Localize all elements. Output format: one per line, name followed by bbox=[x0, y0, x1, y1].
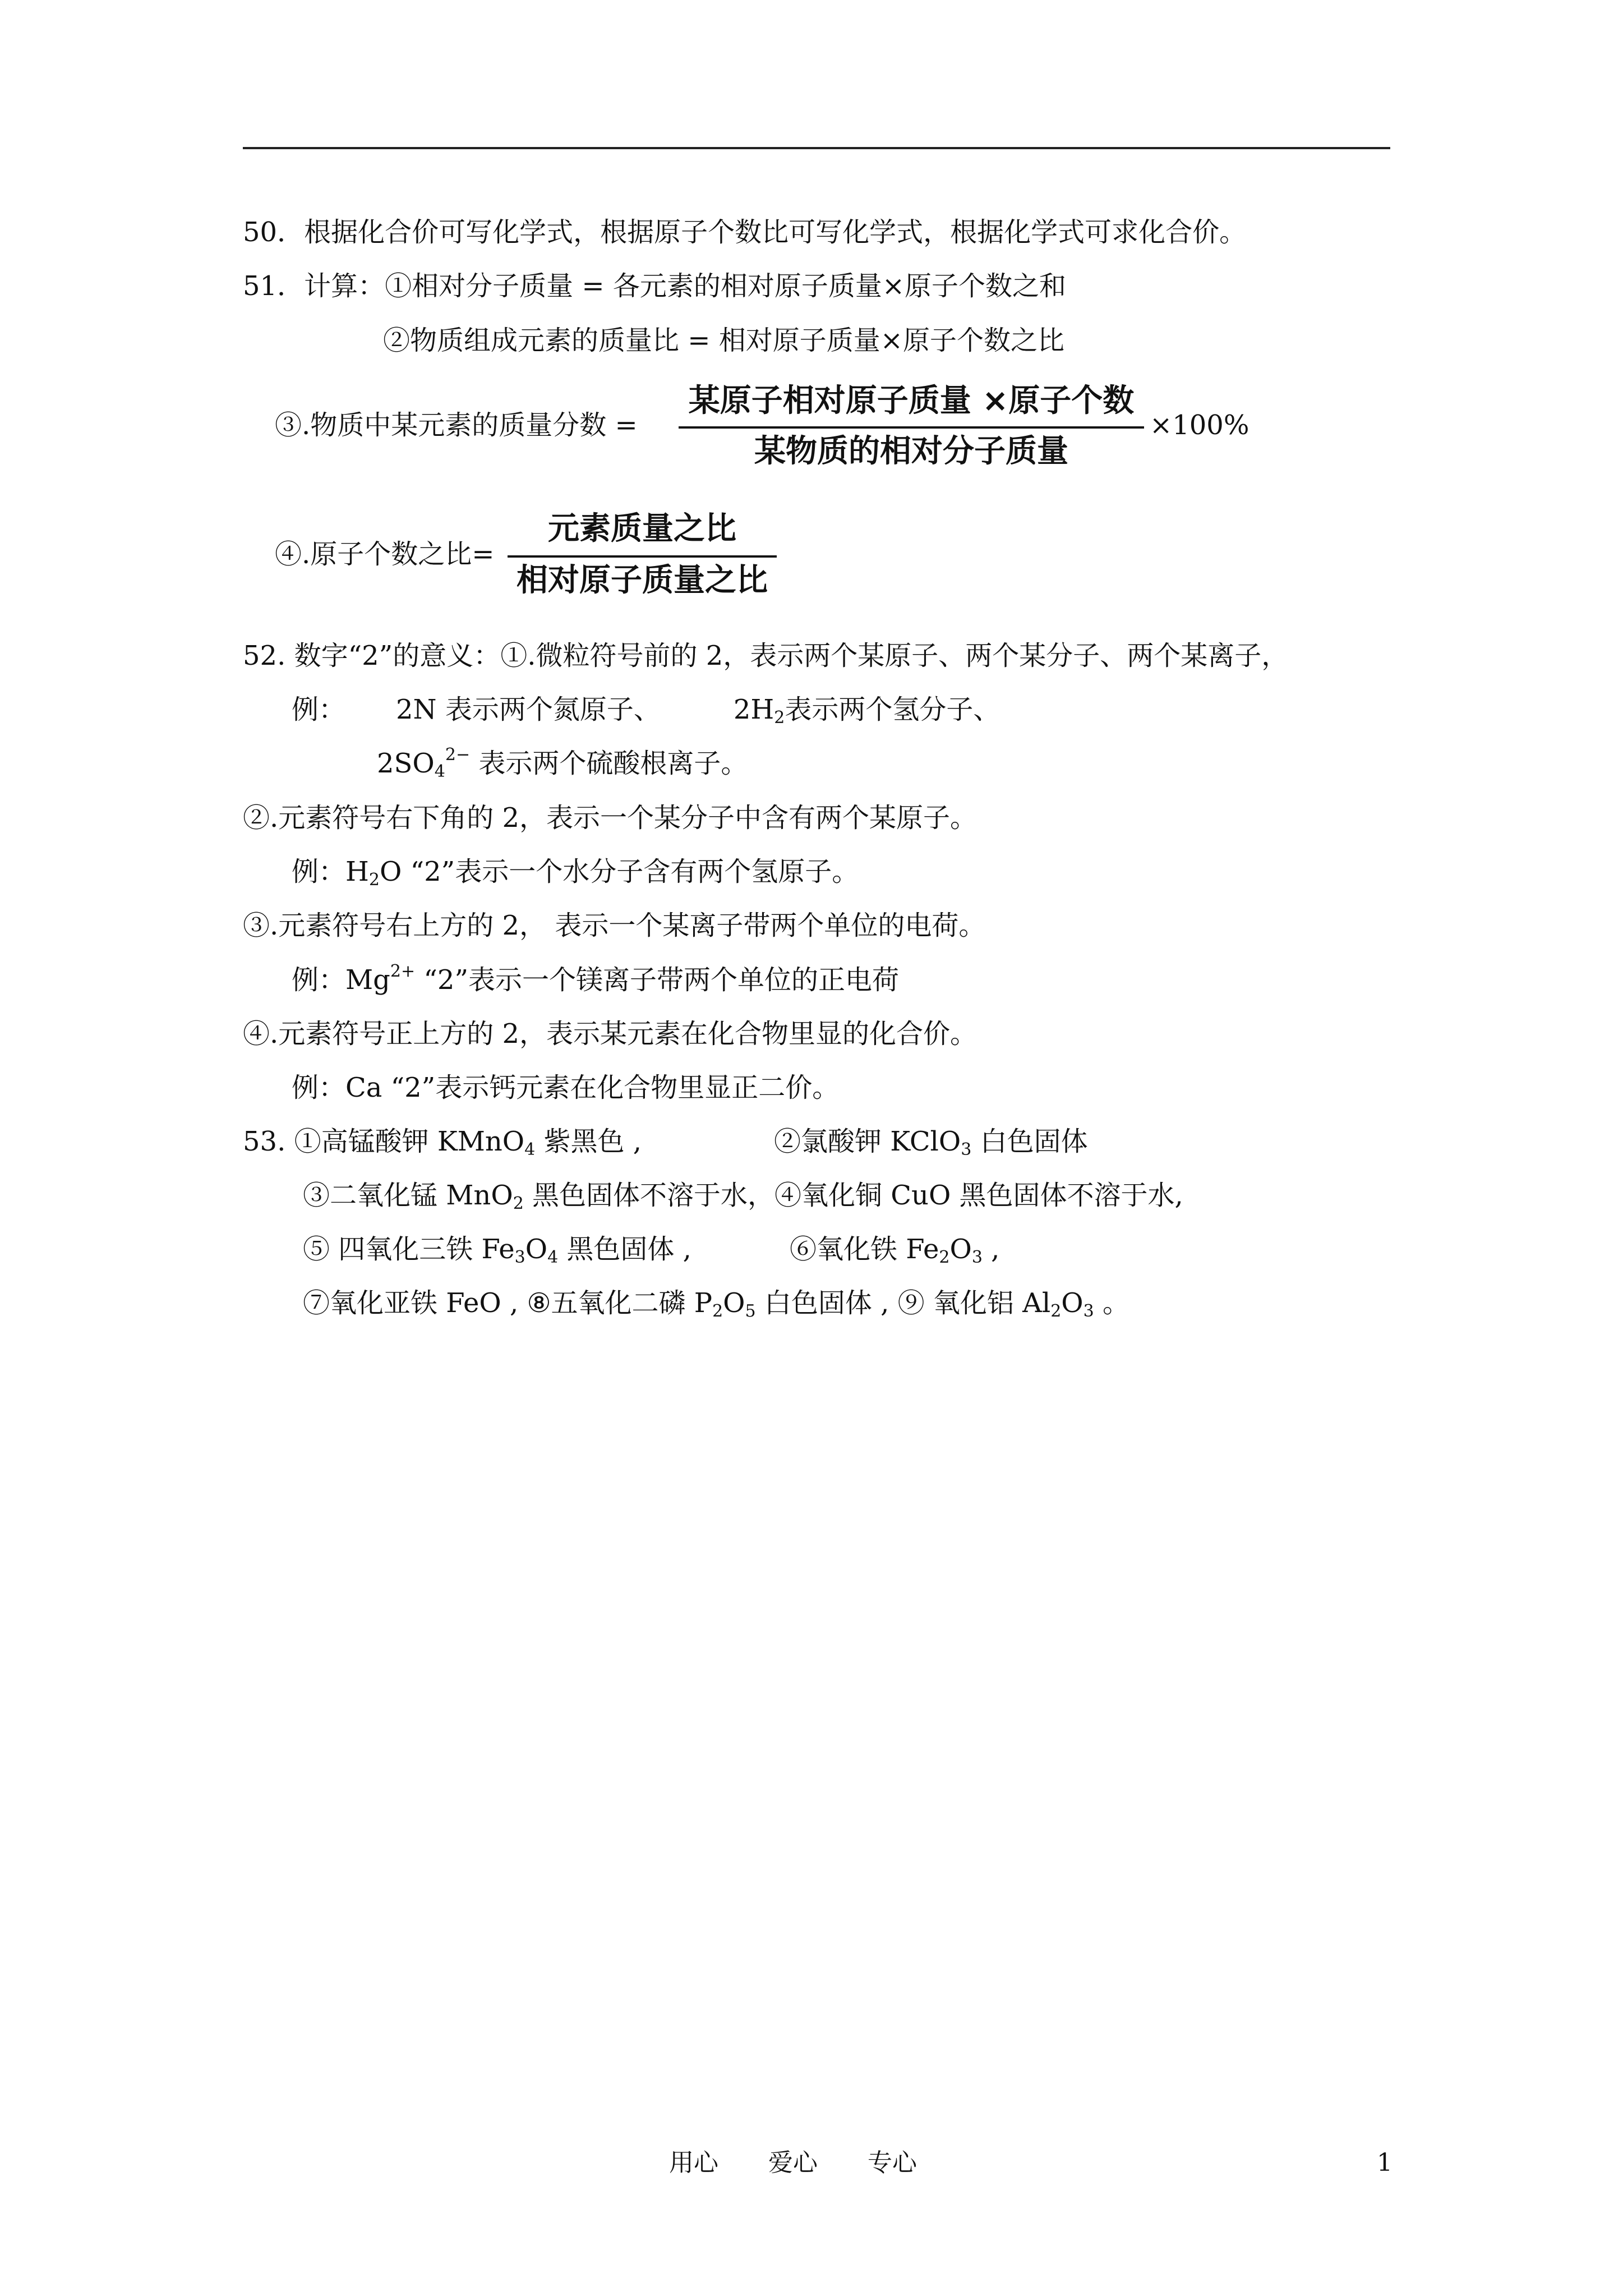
mno2-post: 黑色固体不溶于水，④氧化铜 CuO 黑色固体不溶于水, bbox=[523, 1180, 1183, 1211]
item-53-line-1 bbox=[243, 1125, 642, 1158]
item-51-line-1 bbox=[243, 269, 1066, 303]
point-3-text: ③.元素符号右上方的 2， 表示一个某离子带两个单位的电荷。 bbox=[243, 910, 986, 941]
kclo3-pre: ②氯酸钾 KClO bbox=[774, 1126, 961, 1157]
item-52-point-2 bbox=[243, 801, 977, 835]
mg-pre: 例：Mg bbox=[292, 964, 390, 996]
example-label: 例： bbox=[292, 694, 346, 725]
header-rule bbox=[243, 147, 1390, 149]
line4-post: 。 bbox=[1094, 1287, 1129, 1319]
footer-motto-2: 爱心 bbox=[768, 2148, 818, 2177]
kclo3-post: 白色固体 bbox=[971, 1126, 1088, 1157]
line4-mid: 白色固体 , ⑨ 氧化铝 Al bbox=[755, 1287, 1051, 1319]
example-2h2-sub: 2 bbox=[774, 708, 785, 728]
item-52-example-1 bbox=[292, 693, 1000, 726]
fe2o3-mid: O bbox=[949, 1234, 972, 1265]
al2o3-mid: O bbox=[1061, 1287, 1083, 1319]
item-51-text-1: 51．计算：①相对分子质量 = 各元素的相对原子质量×原子个数之和 bbox=[243, 270, 1067, 302]
mass-fraction-label bbox=[275, 408, 638, 442]
item-52-point-3 bbox=[243, 909, 985, 942]
fe2o3-sub2: 3 bbox=[971, 1248, 983, 1267]
example-so4-sub: 4 bbox=[434, 762, 445, 781]
fe3o4-sub2: 4 bbox=[547, 1248, 559, 1267]
example-2n: 2N 表示两个氮原子、 bbox=[396, 694, 661, 725]
mno2-pre: ③二氧化锰 MnO bbox=[303, 1180, 513, 1211]
item-51-text-2: ②物质组成元素的质量比 = 相对原子质量×原子个数之比 bbox=[383, 325, 1064, 356]
item-53-line-1b bbox=[774, 1125, 1088, 1158]
al2o3-sub1: 2 bbox=[1050, 1301, 1062, 1321]
item-52-point-2-example bbox=[292, 855, 859, 889]
atom-ratio-formula bbox=[508, 509, 777, 599]
item-52-point-3-example bbox=[292, 963, 899, 997]
p2o5-mid: O bbox=[723, 1287, 745, 1319]
mass-fraction-bar bbox=[679, 426, 1144, 429]
mass-fraction-numerator: 某原子相对原子质量 ×原子个数 bbox=[688, 383, 1135, 419]
p2o5-sub1: 2 bbox=[712, 1301, 723, 1321]
atom-ratio-denominator: 相对原子质量之比 bbox=[517, 562, 768, 599]
point-4-text: ④.元素符号正上方的 2，表示某元素在化合物里显的化合价。 bbox=[243, 1018, 978, 1050]
item-50 bbox=[243, 215, 1246, 249]
item-52-example-2 bbox=[377, 747, 748, 780]
item-53-line-2 bbox=[303, 1179, 1183, 1212]
item-52-point-4 bbox=[243, 1017, 977, 1051]
mg-post: “2”表示一个镁离子带两个单位的正电荷 bbox=[415, 964, 900, 996]
mg-sup: 2+ bbox=[390, 961, 416, 981]
example-2h2-pre: 2H bbox=[733, 694, 774, 725]
example-so4-pre: 2SO bbox=[377, 748, 435, 779]
example-2h2-post: 表示两个氢分子、 bbox=[785, 694, 1000, 725]
h2o-pre: 例：H bbox=[292, 856, 369, 887]
atom-ratio-bar bbox=[508, 555, 777, 558]
point-2-text: ②.元素符号右下角的 2，表示一个某分子中含有两个某原子。 bbox=[243, 802, 978, 834]
footer-motto-3: 专心 bbox=[868, 2148, 917, 2177]
item-53-line-3 bbox=[303, 1232, 691, 1266]
kmno4-post: 紫黑色 , bbox=[535, 1126, 642, 1157]
item-50-text: 50．根据化合价可写化学式，根据原子个数比可写化学式，根据化学式可求化合价。 bbox=[243, 217, 1247, 248]
kmno4-pre: 53. ①高锰酸钾 KMnO bbox=[243, 1126, 525, 1157]
fe3o4-pre: ⑤ 四氧化三铁 Fe bbox=[303, 1234, 515, 1265]
kclo3-sub: 3 bbox=[961, 1140, 972, 1159]
mass-fraction-label-text: ③.物质中某元素的质量分数 = bbox=[275, 409, 638, 441]
h2o-post: O “2”表示一个水分子含有两个氢原子。 bbox=[379, 856, 859, 887]
mass-fraction-formula bbox=[679, 381, 1144, 471]
item-52-point-4-example bbox=[292, 1071, 839, 1105]
fe2o3-pre: ⑥氧化铁 Fe bbox=[790, 1234, 939, 1265]
mass-fraction-suffix-text: ×100% bbox=[1150, 409, 1249, 441]
mass-fraction-denominator: 某物质的相对分子质量 bbox=[754, 433, 1068, 470]
footer-motto-1: 用心 bbox=[669, 2148, 718, 2177]
fe2o3-sub1: 2 bbox=[939, 1248, 950, 1267]
fe3o4-post: 黑色固体 , bbox=[558, 1234, 691, 1265]
item-53-line-4 bbox=[303, 1286, 1129, 1320]
page-number: 1 bbox=[1377, 2148, 1393, 2177]
kmno4-sub: 4 bbox=[524, 1140, 536, 1159]
item-52-line-1 bbox=[243, 639, 1288, 673]
h2o-sub: 2 bbox=[368, 870, 380, 890]
item-52-text-1: 52. 数字“2”的意义：①.微粒符号前的 2，表示两个某原子、两个某分子、两个某离子， bbox=[243, 640, 1289, 671]
ca-example: 例：Ca “2”表示钙元素在化合物里显正二价。 bbox=[292, 1072, 840, 1103]
item-53-line-3b bbox=[790, 1232, 999, 1266]
al2o3-sub2: 3 bbox=[1083, 1301, 1094, 1321]
line4-pre: ⑦氧化亚铁 FeO , ⑧五氧化二磷 P bbox=[303, 1287, 713, 1319]
fe3o4-mid: O bbox=[525, 1234, 548, 1265]
fe3o4-sub1: 3 bbox=[514, 1248, 525, 1267]
p2o5-sub2: 5 bbox=[745, 1301, 756, 1321]
atom-ratio-label-text: ④.原子个数之比= bbox=[275, 539, 495, 570]
mass-fraction-suffix bbox=[1150, 408, 1249, 442]
atom-ratio-label bbox=[275, 537, 494, 571]
mno2-sub: 2 bbox=[513, 1194, 524, 1213]
fe2o3-post: , bbox=[982, 1234, 1000, 1265]
example-so4-sup: 2− bbox=[445, 745, 471, 765]
example-so4-post: 表示两个硫酸根离子。 bbox=[470, 748, 748, 779]
atom-ratio-numerator: 元素质量之比 bbox=[548, 510, 736, 547]
item-51-line-2 bbox=[383, 324, 1064, 357]
